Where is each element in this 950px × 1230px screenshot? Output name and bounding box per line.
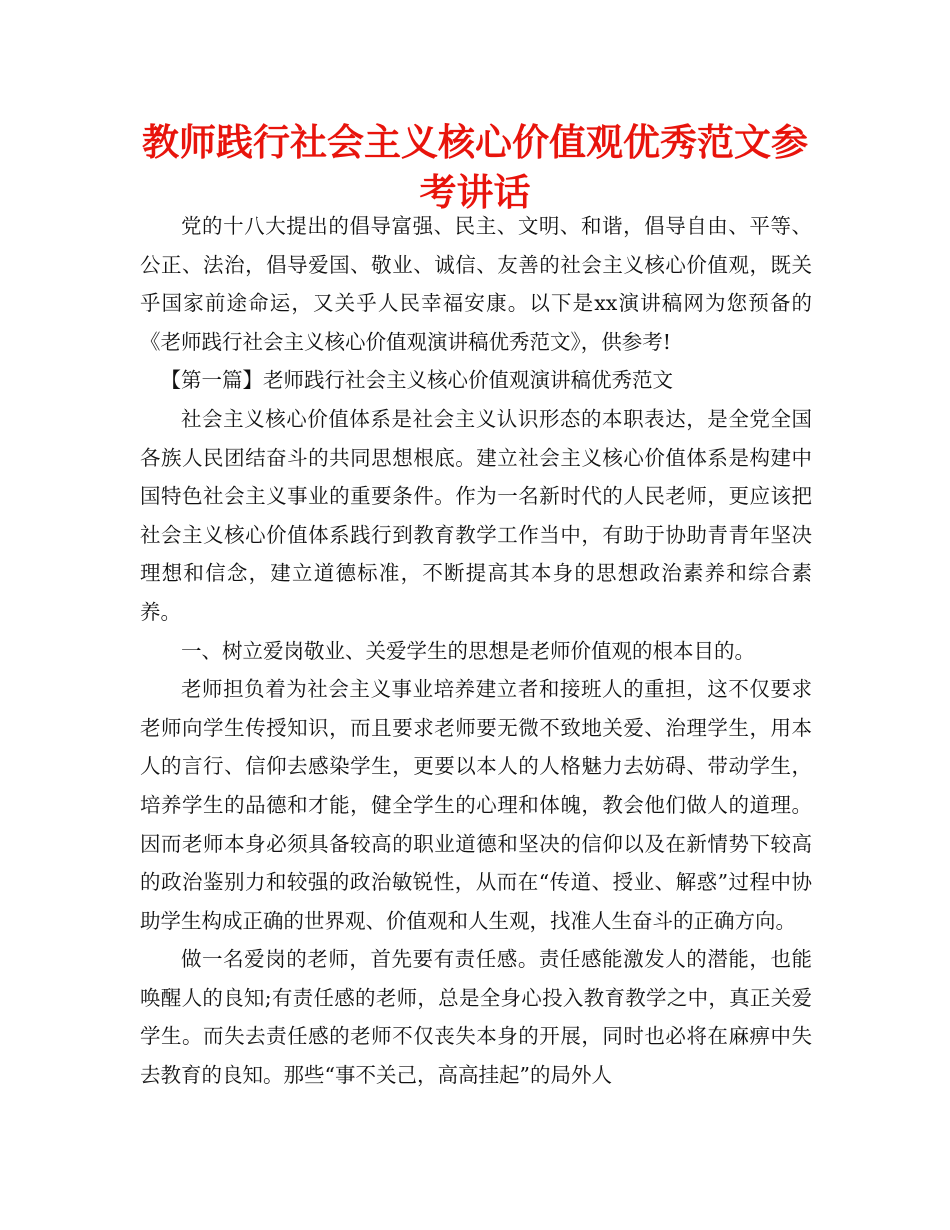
document-title: 教师践行社会主义核心价值观优秀范文参考讲话 bbox=[142, 121, 808, 214]
intro-paragraph: 党的十八大提出的倡导富强、民主、文明、和谐，倡导自由、平等、公正、法治，倡导爱国、敬业、诚信、友善的社会主义核心价值观，既关乎国家前途命运，又关乎人民幸福安康。以下是xx演讲稿网为您预备的《老师践行社会主义核心价值观演讲稿优秀范文》，供参考! bbox=[140, 214, 812, 354]
document-body bbox=[140, 207, 812, 1095]
point-heading: 一、树立爱岗敬业、关爱学生的思想是老师价值观的根本目的。 bbox=[181, 638, 755, 663]
body-paragraph: 社会主义核心价值体系是社会主义认识形态的本职表达，是全党全国各族人民团结奋斗的共同思想根底。建立社会主义核心价值体系是构建中国特色社会主义事业的重要条件。作为一名新时代的人民老师，更应该把社会主义核心价值体系践行到教育教学工作当中，有助于协助青青年坚决理想和信念，建立道德标准，不断提高其本身的思想政治素养和综合素养。 bbox=[140, 406, 812, 624]
section-heading: 【第一篇】老师践行社会主义核心价值观演讲稿优秀范文 bbox=[160, 368, 673, 393]
body-paragraph: 做一名爱岗的老师，首先要有责任感。责任感能激发人的潜能，也能唤醒人的良知;有责任感的老师，总是全身心投入教育教学之中，真正关爱学生。而失去责任感的老师不仅丧失本身的开展，同时也必将在麻痹中失去教育的良知。那些“事不关己，高高挂起”的局外人 bbox=[140, 947, 812, 1088]
body-paragraph: 老师担负着为社会主义事业培养建立者和接班人的重担，这不仅要求老师向学生传授知识，而且要求老师要无微不致地关爱、治理学生，用本人的言行、信仰去感染学生，更要以本人的人格魅力去妨碍、带动学生，培养学生的品德和才能，健全学生的心理和体魄，教会他们做人的道理。因而老师本身必须具备较高的职业道德和坚决的信仰以及在新情势下较高的政治鉴别力和较强的政治敏锐性，从而在“传道、授业、解惑”过程中协助学生构成正确的世界观、价值观和人生观，找准人生奋斗的正确方向。 bbox=[140, 677, 812, 933]
